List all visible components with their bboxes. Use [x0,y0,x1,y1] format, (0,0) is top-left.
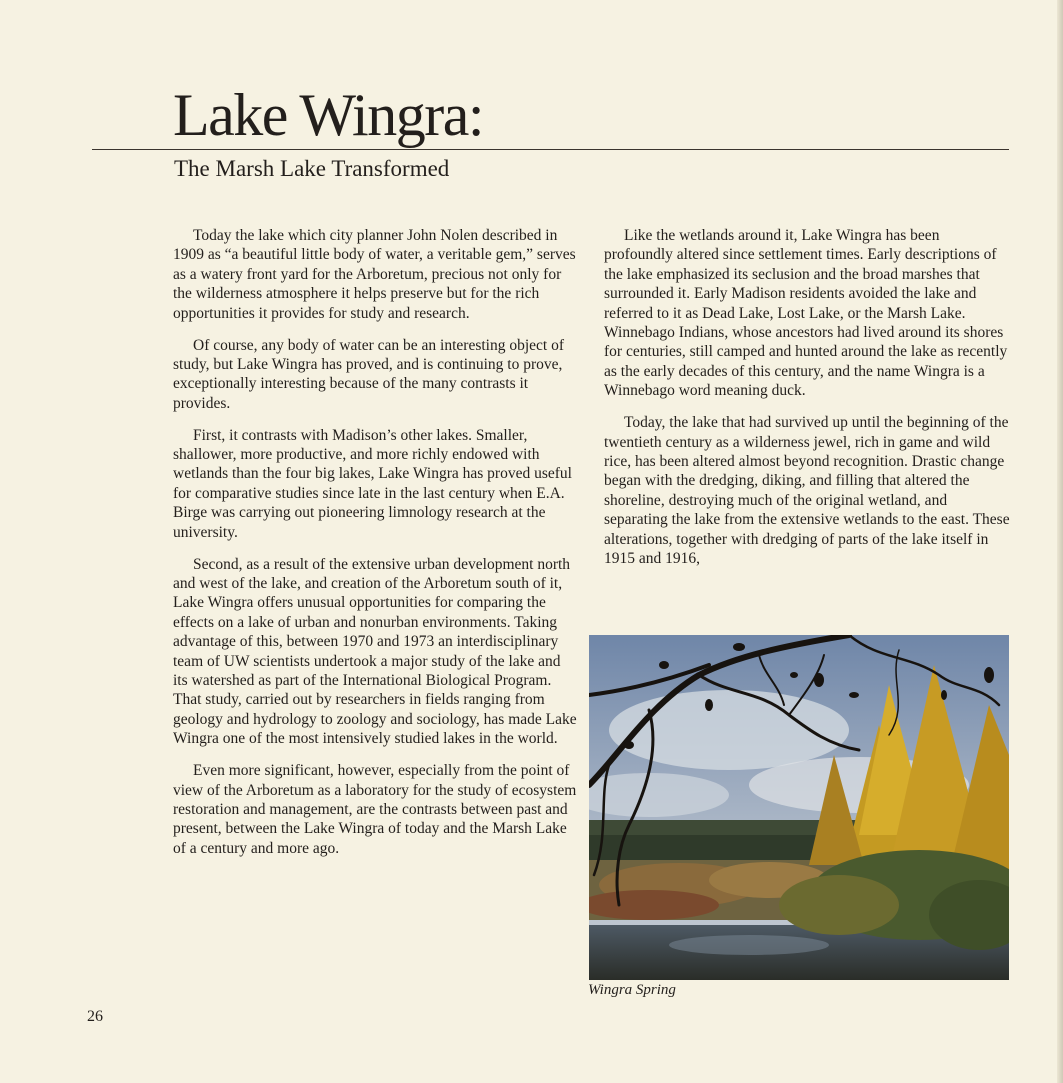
body-paragraph: Of course, any body of water can be an interesting object of study, but Lake Wingra has proved, and is continuing to prove, exceptionally interesting because of the many contrasts it provides. [173,336,565,412]
body-paragraph: Like the wetlands around it, Lake Wingra has been profoundly altered since settlement times. Early descriptions of the lake emphasized its seclusion and the broad marshes that surrounded it. Early Madison residents avoided the lake and referred to it as Dead Lake, Lost Lake, or the Marsh Lake. Winnebago Indians, whose ancestors had lived around its shores for centuries, still camped and hunted around the lake as recently as the early decades of this century, and the name Wingra is a Winnebago word meaning duck. [604,227,1008,400]
body-paragraph: Today, the lake that had survived up until the beginning of the twentieth century as a wilderness jewel, rich in game and wild rice, has been altered almost beyond recognition. Drastic change began with the dredging, diking, and filling that altered the shoreline, destroying much of the original wetland, and separating the lake from the extensive wetlands to the east. These alterations, together with dredging of parts of the lake itself in 1915 and 1916, [604,414,1010,567]
page-number: 26 [87,1008,103,1025]
body-paragraph: Today the lake which city planner John Nolen described in 1909 as “a beautiful little body of water, a veritable gem,” serves as a watery front yard for the Arboretum, precious not only for the wilderness atmosphere it helps preserve but for the rich opportunities it provides for study and research. [173,227,576,322]
article-subtitle: The Marsh Lake Transformed [174,156,450,181]
body-paragraph: Second, as a result of the extensive urban development north and west of the lake, and creation of the Arboretum south of it, Lake Wingra offers unusual opportunities for comparing the effects on a lake of urban and nonurban environments. Taking advantage of this, between 1970 and 1973 an interdisciplinary team of UW scientists undertook a major study of the lake and its watershed as part of the International Biological Program. That study, carried out by researchers in fields ranging from geology and hydrology to zoology and sociology, has made Lake Wingra one of the most intensively studied lakes in the world. [173,555,577,748]
left-column [173,226,577,871]
photo-caption: Wingra Spring [588,982,676,998]
title-rule [92,149,1009,150]
article-title: Lake Wingra: [173,82,484,148]
body-paragraph: Even more significant, however, especially from the point of view of the Arboretum as a laboratory for the study of ecosystem restoration and management, are the contrasts between past and present, between the Lake Wingra of today and the Marsh Lake of a century and more ago. [173,762,577,857]
page-edge [1057,0,1063,1083]
right-column [604,226,1010,581]
wingra-spring-photo [589,635,1009,980]
body-paragraph: First, it contrasts with Madison’s other lakes. Smaller, shallower, more productive, and more richly endowed with wetlands than the four big lakes, Lake Wingra has proved useful for comparative studies since late in the last century when E.A. Birge was carrying out pioneering limnology research at the university. [173,426,572,541]
